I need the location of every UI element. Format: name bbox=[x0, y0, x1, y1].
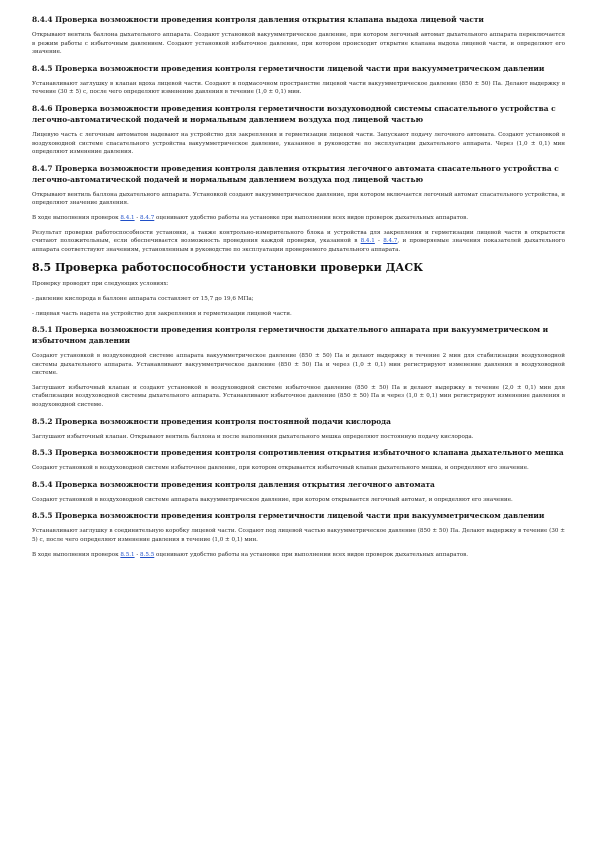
paragraph: Устанавливают заглушку в соединительную коробку лицевой части. Создают под лицевой частью вакуумметрическое давление (850 ± 50) Па. Делают выдержку в течение (30 ± 5) с, после чего определяют изменение давления в течение (1,0 ± 0,1) мин. bbox=[32, 528, 565, 544]
section-reference-link[interactable]: 8.5.1 bbox=[120, 551, 135, 558]
paragraph-text: оценивают удобство работы на установке при выполнении всех видов проверок дыхательных аппаратов. bbox=[154, 214, 469, 221]
paragraph: Открывают вентиль баллона дыхательного аппарата. Создают установкой вакуумметрическое давление, при котором легочный автомат дыхательного аппарата переключается в режим работы с избыточным давлением. Создают установкой избыточное давление, при котором происходит открытие клапана выдоха лицевой части, и определяют его значение. bbox=[32, 32, 565, 56]
subsection-heading: 8.5.1 Проверка возможности проведения контроля герметичности дыхательного аппарата при вакуумметрическом и избыточном давлении bbox=[32, 325, 549, 346]
paragraph: Создают установкой в воздуховодной системе аппарата вакуумметрическое давление, при котором открывается легочный автомат, и определяют его значение. bbox=[32, 496, 513, 503]
paragraph: Открывают вентиль баллона дыхательного аппарата. Установкой создают вакуумметрическое давление, при котором включается легочный автомат спасательного устройства, и определяют значение давления. bbox=[32, 191, 565, 207]
paragraph-text: - bbox=[134, 551, 141, 558]
section-reference-link[interactable]: 8.4.7 bbox=[383, 238, 398, 245]
subsection-heading: 8.5.5 Проверка возможности проведения контроля герметичности лицевой части при вакуумметрическом давлении bbox=[32, 511, 545, 521]
subsection-heading: 8.4.4 Проверка возможности проведения контроля давления открытия клапана выдоха лицевой части bbox=[32, 15, 484, 24]
section-reference-link[interactable]: 8.4.1 bbox=[120, 214, 135, 221]
paragraph bbox=[32, 551, 565, 560]
paragraph: - давление кислорода в баллоне аппарата составляет от 15,7 до 19,6 МПа; bbox=[32, 295, 254, 302]
paragraph-text: В ходе выполнения проверок bbox=[32, 214, 121, 221]
paragraph-text: - bbox=[134, 214, 141, 221]
paragraph bbox=[32, 229, 565, 255]
subsection-heading: 8.5.4 Проверка возможности проведения контроля давления открытия легочного автомата bbox=[32, 479, 435, 489]
paragraph: Создают установкой в воздуховодной системе аппарата вакуумметрическое давление (850 ± 50) Па и делают выдержку в течение 2 мин для стабилизации воздуховодной системы дыхательного аппарата. Устанавливают вакуумметрическое давление (850 ± 50) Па и через (1,0 ± 0,1) мин регистрируют изменение давления в воздуховодной системе. bbox=[32, 353, 565, 377]
subsection-heading: 8.5.3 Проверка возможности проведения контроля сопротивления открытия избыточного клапана дыхательного мешка bbox=[32, 448, 564, 458]
paragraph: Создают установкой в воздуховодной системе избыточное давление, при котором открывается избыточный клапан дыхательного мешка, и определяют его значение. bbox=[32, 465, 529, 472]
paragraph: Проверку проводят при следующих условиях: bbox=[32, 281, 169, 288]
subsection-heading: 8.4.7 Проверка возможности проведения контроля давления открытия легочного автомата спасательного устройства с легочно-автоматической подачей и нормальным давлением воздуха под лицевой частью bbox=[32, 163, 559, 184]
section-heading: 8.5 Проверка работоспособности установки проверки ДАСК bbox=[32, 261, 424, 275]
section-reference-link[interactable]: 8.4.7 bbox=[140, 214, 155, 221]
section-reference-link[interactable]: 8.5.5 bbox=[140, 551, 155, 558]
paragraph: Заглушают избыточный клапан. Открывают вентиль баллона и после наполнения дыхательного мешка определяют постоянную подачу кислорода. bbox=[32, 433, 474, 440]
paragraph: Устанавливают заглушку в клапан вдоха лицевой части. Создают в подмасочном пространстве лицевой части вакуумметрическое давление (850 ± 50) Па. Делают выдержку в течение (30 ± 5) с, после чего определяют изменение давления в течение (1,0 ± 0,1) мин. bbox=[32, 80, 565, 96]
paragraph-text: , и проверяемые значения показателей дыхательного аппарата соответствуют значениям, установленным в руководстве по эксплуатации проверяемого дыхательного аппарата. bbox=[32, 238, 565, 253]
subsection-heading: 8.4.6 Проверка возможности проведения контроля герметичности воздуховодной системы спасательного устройства с легочно-автоматической подачей и нормальным давлением воздуха под лицевой частью bbox=[32, 103, 556, 124]
section-reference-link[interactable]: 8.4.1 bbox=[360, 238, 375, 245]
subsection-heading: 8.4.5 Проверка возможности проведения контроля герметичности лицевой части при вакуумметрическом давлении bbox=[32, 63, 545, 73]
paragraph: Лицевую часть с легочным автоматом надевают на устройство для закрепления и герметизации лицевой части. Запускают подачу легочного автомата. Создают установкой в воздуховодной системе спасательного устройства вакуумметрическое давление, указанное в руководстве по эксплуатации дыхательного аппарата. Через (1,0 ± 0,1) мин определяют изменение давления. bbox=[32, 131, 565, 156]
paragraph-text: Результат проверки работоспособности установки, а также контрольно-измерительного блока и устройства для закрепления и герметизации лицевой части в открытости считают положительным, если обеспечивается возможность проведения каждой проверки, указанной в bbox=[32, 229, 565, 245]
paragraph: - лицевая часть надета на устройство для закрепления и герметизации лицевой части. bbox=[32, 310, 292, 317]
paragraph-text: - bbox=[374, 238, 384, 245]
paragraph bbox=[32, 214, 565, 223]
subsection-heading: 8.5.2 Проверка возможности проведения контроля постоянной подачи кислорода bbox=[32, 416, 391, 426]
paragraph-text: оценивают удобство работы на установке при выполнении всех видов проверок дыхательных аппаратов. bbox=[154, 551, 469, 558]
paragraph-text: В ходе выполнения проверок bbox=[32, 551, 121, 558]
paragraph: Заглушают избыточный клапан и создают установкой в воздуховодной системе избыточное давление (850 ± 50) Па и делают выдержку в течение (2,0 ± 0,1) мин для стабилизации воздуховодной системы дыхательного аппарата. Устанавливают избыточное давление (850 ± 50) Па и через (1,0 ± 0,1) мин регистрируют изменение давления в воздуховодной системе. bbox=[32, 384, 565, 409]
